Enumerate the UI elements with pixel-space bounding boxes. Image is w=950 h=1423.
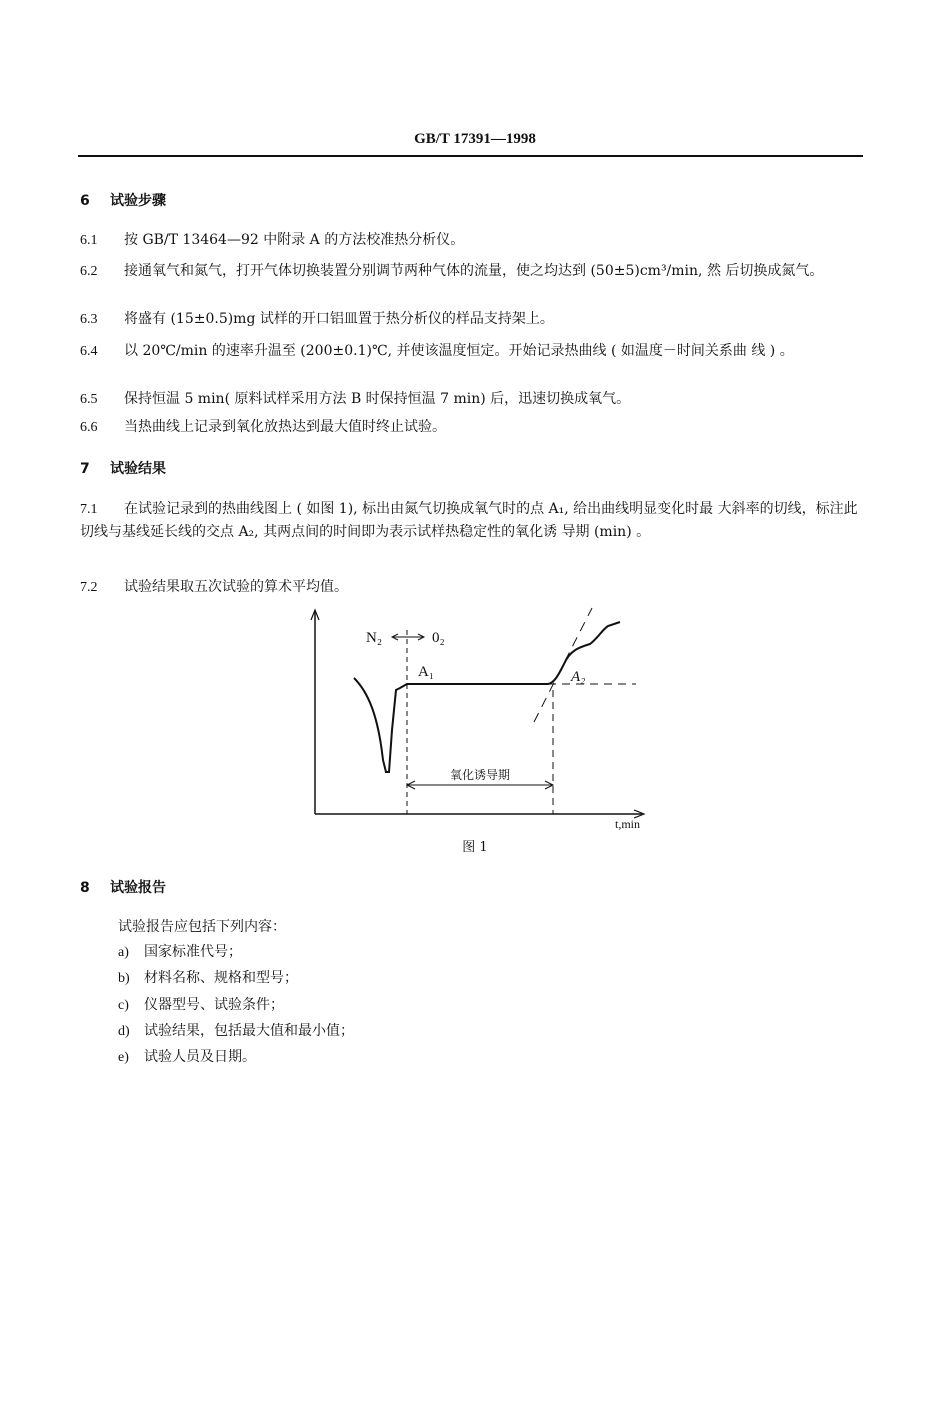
report-item-e xyxy=(118,1046,256,1066)
clause-text: 将盛有 (15±0.5)mg 试样的开口铝皿置于热分析仪的样品支持架上。 xyxy=(124,311,554,327)
clause-text: 以 20℃/min 的速率升温至 (200±0.1)℃, 并使该温度恒定。开始记录热曲线 ( 如温度－时间关系曲 线 ) 。 xyxy=(124,343,794,359)
clause-number: 6.2 xyxy=(80,264,98,279)
label-a1: A₁ xyxy=(418,664,435,680)
clause-text: 保持恒温 5 min( 原料试样采用方法 B 时保持恒温 7 min) 后，迅速切换成氧气。 xyxy=(124,391,631,407)
clause-6-1 xyxy=(80,229,865,252)
clause-7-1 xyxy=(80,498,865,543)
list-marker: b) xyxy=(118,971,130,986)
clause-number: 6.5 xyxy=(80,392,98,407)
label-axis: t,min xyxy=(615,817,641,831)
clause-text: 试验结果取五次试验的算术平均值。 xyxy=(124,579,348,595)
label-period: 氧化诱导期 xyxy=(449,768,511,782)
list-text: 材料名称、规格和型号； xyxy=(144,970,298,986)
label-a2: A₂ xyxy=(571,669,586,685)
clause-text: 在试验记录到的热曲线图上 ( 如图 1), 标出由氮气切换成氧气时的点 A₁, 给出曲线明显变化时最 大斜率的切线，标注此切线与基线延长线的交点 A₂, 其两点间的时间即为表示试样热稳定性的氧化诱 导期 (min) 。 xyxy=(80,501,858,540)
section-number: 6 xyxy=(80,193,90,209)
list-marker: c) xyxy=(118,998,129,1013)
figure-caption: 图 1 xyxy=(462,840,488,855)
clause-number: 6.3 xyxy=(80,312,98,327)
section-6-heading xyxy=(80,190,166,210)
list-marker: a) xyxy=(118,945,129,960)
thermal-curve xyxy=(354,622,620,772)
list-marker: d) xyxy=(118,1024,130,1039)
header-rule xyxy=(78,155,863,157)
section-7-heading xyxy=(80,458,166,478)
report-item-b xyxy=(118,967,298,987)
clause-number: 6.4 xyxy=(80,344,98,359)
list-marker: e) xyxy=(118,1050,129,1065)
section-number: 8 xyxy=(80,880,90,896)
report-item-a xyxy=(118,941,242,961)
page-header: GB/T 17391—1998 xyxy=(414,131,536,147)
report-item-d xyxy=(118,1020,354,1040)
clause-number: 6.6 xyxy=(80,420,98,435)
section-title: 试验报告 xyxy=(110,880,166,896)
clause-6-2 xyxy=(80,260,865,283)
report-item-c xyxy=(118,994,284,1014)
clause-text: 接通氧气和氮气，打开气体切换装置分别调节两种气体的流量，使之均达到 (50±5)cm³/min, 然 后切换成氮气。 xyxy=(124,263,824,279)
list-text: 仪器型号、试验条件； xyxy=(144,997,284,1013)
section-title: 试验结果 xyxy=(110,461,166,477)
clause-number: 6.1 xyxy=(80,233,98,248)
clause-number: 7.1 xyxy=(80,502,98,517)
clause-7-2 xyxy=(80,576,865,599)
clause-text: 当热曲线上记录到氧化放热达到最大值时终止试验。 xyxy=(124,419,446,435)
clause-number: 7.2 xyxy=(80,580,98,595)
clause-6-4 xyxy=(80,340,865,363)
clause-6-3 xyxy=(80,308,865,331)
clause-text: 按 GB/T 13464—92 中附录 A 的方法校准热分析仪。 xyxy=(124,232,465,248)
section-title: 试验步骤 xyxy=(110,193,166,209)
section-number: 7 xyxy=(80,461,90,477)
report-intro: 试验报告应包括下列内容： xyxy=(118,919,286,935)
clause-6-5 xyxy=(80,388,865,411)
label-o2: 0₂ xyxy=(432,630,445,646)
list-text: 试验人员及日期。 xyxy=(144,1049,256,1065)
list-text: 试验结果，包括最大值和最小值； xyxy=(144,1023,354,1039)
clause-6-6 xyxy=(80,416,865,439)
list-text: 国家标准代号； xyxy=(144,944,242,960)
label-n2: N₂ xyxy=(366,630,383,646)
section-8-heading xyxy=(80,877,166,897)
figure-1-diagram xyxy=(290,600,660,835)
